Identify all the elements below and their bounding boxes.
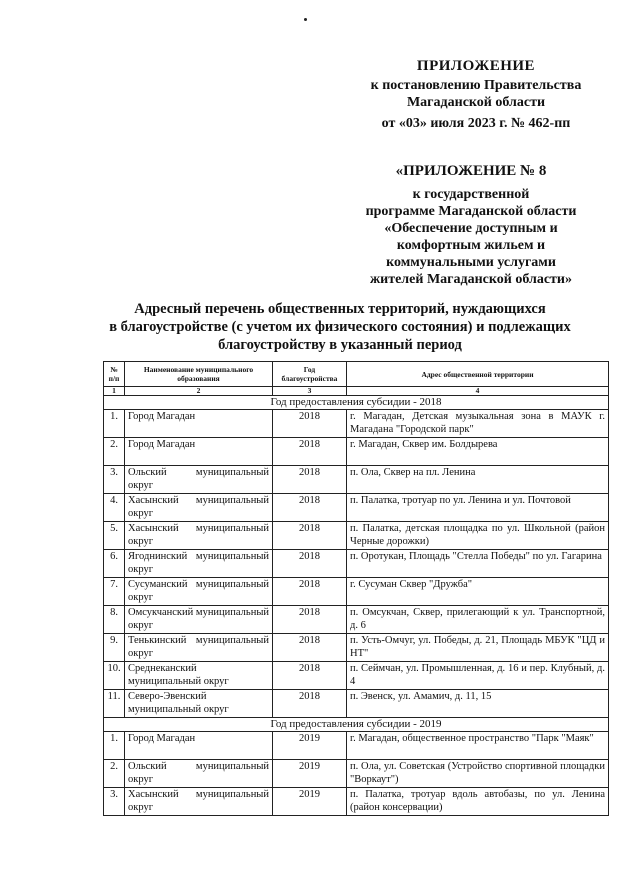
table-row: [104, 662, 609, 690]
table-row: [104, 494, 609, 522]
municipality-cell: Город Магадан: [125, 438, 273, 466]
annex8-header: [340, 163, 602, 288]
table-row: [104, 690, 609, 718]
municipality-cell: Хасынский муниципальный округ: [125, 788, 273, 816]
address-cell: п. Усть-Омчуг, ул. Победы, д. 21, Площадь МБУК "ЦД и НТ": [347, 634, 609, 662]
title-line: благоустройству в указанный период: [218, 337, 462, 353]
row-number: 8.: [104, 606, 125, 634]
address-cell: г. Магадан, Детская музыкальная зона в МАУК г. Магадана "Городской парк": [347, 410, 609, 438]
municipality-cell: Город Магадан: [125, 410, 273, 438]
address-cell: п. Оротукан, Площадь "Стелла Победы" по ул. Гагарина: [347, 550, 609, 578]
table-row: [104, 760, 609, 788]
column-number: 4: [347, 387, 609, 396]
column-number: 1: [104, 387, 125, 396]
address-cell: п. Палатка, тротуар вдоль автобазы, по ул. Ленина (район консервации): [347, 788, 609, 816]
address-cell: п. Эвенск, ул. Амамич, д. 11, 15: [347, 690, 609, 718]
header-address: Адрес общественной территории: [347, 362, 609, 387]
row-number: 5.: [104, 522, 125, 550]
annex-line: от «03» июля 2023 г. № 462-пп: [381, 116, 571, 131]
row-number: 9.: [104, 634, 125, 662]
address-cell: г. Сусуман Сквер "Дружба": [347, 578, 609, 606]
municipality-cell: Среднеканский муниципальный округ: [125, 662, 273, 690]
table-header-row: [104, 362, 609, 387]
annex-line: к постановлению Правительства: [370, 78, 582, 93]
table-row: [104, 634, 609, 662]
row-number: 7.: [104, 578, 125, 606]
annex8-line: жителей Магаданской области»: [370, 272, 572, 287]
year-cell: 2018: [273, 690, 347, 718]
table-row: [104, 466, 609, 494]
title-line: Адресный перечень общественных территорий, нуждающихся: [134, 301, 546, 317]
annex8-line: комфортным жильем и: [396, 238, 546, 253]
year-cell: 2018: [273, 410, 347, 438]
row-number: 2.: [104, 760, 125, 788]
year-cell: 2019: [273, 760, 347, 788]
address-cell: п. Ола, Сквер на пл. Ленина: [347, 466, 609, 494]
table-row: [104, 732, 609, 760]
header-number: № п/п: [104, 362, 125, 387]
row-number: 2.: [104, 438, 125, 466]
annex8-title: «ПРИЛОЖЕНИЕ № 8: [395, 163, 547, 179]
row-number: 11.: [104, 690, 125, 718]
address-cell: г. Магадан, Сквер им. Болдырева: [347, 438, 609, 466]
row-number: 1.: [104, 410, 125, 438]
column-number: 2: [125, 387, 273, 396]
year-cell: 2018: [273, 438, 347, 466]
row-number: 3.: [104, 788, 125, 816]
annex-header: [356, 58, 596, 132]
column-number: 3: [273, 387, 347, 396]
municipality-cell: Хасынский муниципальный округ: [125, 494, 273, 522]
annex8-line: к государственной: [412, 187, 530, 202]
municipality-cell: Город Магадан: [125, 732, 273, 760]
section-title: Год предоставления субсидии - 2018: [104, 396, 609, 410]
annex-line: Магаданской области: [406, 95, 546, 110]
municipality-cell: Северо-Эвенский муниципальный округ: [125, 690, 273, 718]
header-year: Год благоустройства: [273, 362, 347, 387]
title-line: в благоустройстве (с учетом их физического состояния) и подлежащих: [109, 319, 571, 335]
table-row: [104, 550, 609, 578]
row-number: 3.: [104, 466, 125, 494]
year-cell: 2018: [273, 578, 347, 606]
annex-title: ПРИЛОЖЕНИЕ: [416, 58, 536, 74]
section-header-row: [104, 718, 609, 732]
territories-table-body: [104, 362, 609, 816]
municipality-cell: Ольский муниципальный округ: [125, 466, 273, 494]
header-municipality: Наименование муниципального образования: [125, 362, 273, 387]
section-header-row: [104, 396, 609, 410]
address-cell: п. Палатка, детская площадка по ул. Школьной (район Черные дорожки): [347, 522, 609, 550]
year-cell: 2018: [273, 522, 347, 550]
row-number: 10.: [104, 662, 125, 690]
column-number-row: [104, 387, 609, 396]
address-cell: п. Сеймчан, ул. Промышленная, д. 16 и пер. Клубный, д. 4: [347, 662, 609, 690]
year-cell: 2018: [273, 494, 347, 522]
year-cell: 2018: [273, 550, 347, 578]
address-cell: п. Омсукчан, Сквер, прилегающий к ул. Транспортной, д. 6: [347, 606, 609, 634]
table-row: [104, 788, 609, 816]
table-row: [104, 522, 609, 550]
row-number: 4.: [104, 494, 125, 522]
table-row: [104, 410, 609, 438]
year-cell: 2019: [273, 788, 347, 816]
document-title: [90, 300, 590, 354]
municipality-cell: Ягоднинский муниципальный округ: [125, 550, 273, 578]
row-number: 1.: [104, 732, 125, 760]
address-cell: п. Палатка, тротуар по ул. Ленина и ул. Почтовой: [347, 494, 609, 522]
territories-table: [103, 361, 609, 816]
annex8-line: «Обеспечение доступным и: [384, 221, 558, 236]
year-cell: 2018: [273, 634, 347, 662]
municipality-cell: Ольский муниципальный округ: [125, 760, 273, 788]
table-row: [104, 606, 609, 634]
annex8-line: программе Магаданской области: [365, 204, 577, 219]
year-cell: 2018: [273, 606, 347, 634]
year-cell: 2019: [273, 732, 347, 760]
municipality-cell: Сусуманский муниципальный округ: [125, 578, 273, 606]
row-number: 6.: [104, 550, 125, 578]
municipality-cell: Хасынский муниципальный округ: [125, 522, 273, 550]
section-title: Год предоставления субсидии - 2019: [104, 718, 609, 732]
address-cell: п. Ола, ул. Советская (Устройство спортивной площадки "Воркаут"): [347, 760, 609, 788]
annex8-line: коммунальными услугами: [386, 255, 556, 270]
address-cell: г. Магадан, общественное пространство "Парк "Маяк": [347, 732, 609, 760]
scan-speck: [304, 18, 307, 21]
municipality-cell: Тенькинский муниципальный округ: [125, 634, 273, 662]
municipality-cell: Омсукчанский муниципальный округ: [125, 606, 273, 634]
table-row: [104, 578, 609, 606]
year-cell: 2018: [273, 662, 347, 690]
table-row: [104, 438, 609, 466]
year-cell: 2018: [273, 466, 347, 494]
